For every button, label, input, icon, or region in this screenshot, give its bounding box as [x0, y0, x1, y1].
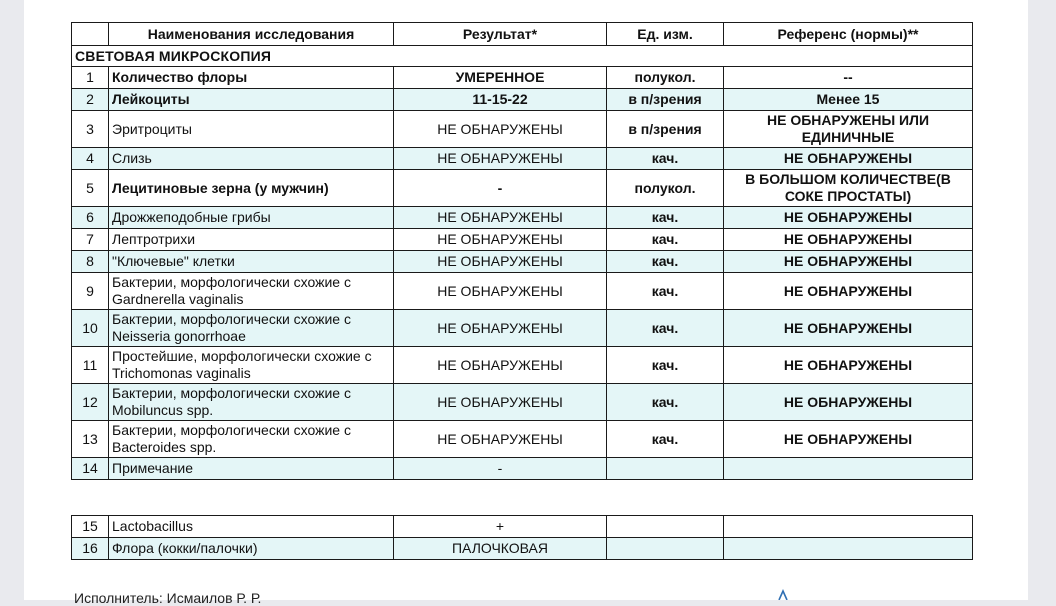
row-result: УМЕРЕННОЕ	[394, 67, 607, 89]
table-row	[72, 251, 973, 273]
row-number: 8	[72, 251, 109, 273]
row-name: Примечание	[109, 458, 394, 480]
row-result: НЕ ОБНАРУЖЕНЫ	[394, 273, 607, 310]
row-unit: в п/зрения	[607, 89, 724, 111]
row-unit: кач.	[607, 251, 724, 273]
table-row	[72, 229, 973, 251]
document-page	[24, 0, 1028, 606]
row-result: НЕ ОБНАРУЖЕНЫ	[394, 384, 607, 421]
row-name: Бактерии, морфологически схожие с Bacteroides spp.	[109, 421, 394, 458]
row-name: Простейшие, морфологически схожие с Trichomonas vaginalis	[109, 347, 394, 384]
row-reference: НЕ ОБНАРУЖЕНЫ ИЛИ ЕДИНИЧНЫЕ	[724, 111, 973, 148]
row-unit	[607, 516, 724, 538]
row-unit: кач.	[607, 347, 724, 384]
row-unit: кач.	[607, 207, 724, 229]
header-number	[72, 23, 109, 46]
row-name: Лептротрихи	[109, 229, 394, 251]
row-reference: НЕ ОБНАРУЖЕНЫ	[724, 347, 973, 384]
row-unit	[607, 458, 724, 480]
row-result: НЕ ОБНАРУЖЕНЫ	[394, 148, 607, 170]
row-number: 1	[72, 67, 109, 89]
section-row	[72, 46, 973, 67]
row-result: НЕ ОБНАРУЖЕНЫ	[394, 421, 607, 458]
row-reference	[724, 538, 973, 560]
row-name: Бактерии, морфологически схожие с Neisseria gonorrhoae	[109, 310, 394, 347]
table-header-row	[72, 23, 973, 46]
row-name: Лейкоциты	[109, 89, 394, 111]
signature-mark-icon	[776, 589, 790, 600]
row-number: 10	[72, 310, 109, 347]
row-reference: НЕ ОБНАРУЖЕНЫ	[724, 229, 973, 251]
row-name: Бактерии, морфологически схожие с Mobiluncus spp.	[109, 384, 394, 421]
row-reference: Менее 15	[724, 89, 973, 111]
row-reference	[724, 458, 973, 480]
row-result: -	[394, 170, 607, 207]
row-number: 7	[72, 229, 109, 251]
table-row	[72, 273, 973, 310]
row-name: Слизь	[109, 148, 394, 170]
row-number: 9	[72, 273, 109, 310]
table-row	[72, 148, 973, 170]
row-reference: НЕ ОБНАРУЖЕНЫ	[724, 273, 973, 310]
row-number: 6	[72, 207, 109, 229]
row-result: 11-15-22	[394, 89, 607, 111]
table-row	[72, 347, 973, 384]
microscopy-results-table	[71, 22, 973, 480]
row-reference: НЕ ОБНАРУЖЕНЫ	[724, 207, 973, 229]
row-unit: кач.	[607, 229, 724, 251]
row-reference: В БОЛЬШОМ КОЛИЧЕСТВЕ(В СОКЕ ПРОСТАТЫ)	[724, 170, 973, 207]
row-unit: полукол.	[607, 67, 724, 89]
row-unit: полукол.	[607, 170, 724, 207]
row-name: "Ключевые" клетки	[109, 251, 394, 273]
row-unit: кач.	[607, 384, 724, 421]
row-number: 11	[72, 347, 109, 384]
row-result: НЕ ОБНАРУЖЕНЫ	[394, 310, 607, 347]
row-number: 16	[72, 538, 109, 560]
row-result: НЕ ОБНАРУЖЕНЫ	[394, 347, 607, 384]
row-result: -	[394, 458, 607, 480]
table-row	[72, 458, 973, 480]
row-reference: НЕ ОБНАРУЖЕНЫ	[724, 310, 973, 347]
row-unit: кач.	[607, 310, 724, 347]
row-reference: НЕ ОБНАРУЖЕНЫ	[724, 148, 973, 170]
row-number: 4	[72, 148, 109, 170]
row-reference	[724, 516, 973, 538]
row-number: 2	[72, 89, 109, 111]
table-row	[72, 89, 973, 111]
row-unit: кач.	[607, 148, 724, 170]
table-row	[72, 111, 973, 148]
row-unit: кач.	[607, 421, 724, 458]
row-name: Флора (кокки/палочки)	[109, 538, 394, 560]
header-reference: Референс (нормы)**	[724, 23, 973, 46]
table-row	[72, 170, 973, 207]
row-reference: НЕ ОБНАРУЖЕНЫ	[724, 421, 973, 458]
row-number: 3	[72, 111, 109, 148]
table-row	[72, 421, 973, 458]
row-name: Дрожжеподобные грибы	[109, 207, 394, 229]
table-row	[72, 384, 973, 421]
row-number: 5	[72, 170, 109, 207]
row-name: Бактерии, морфологически схожие с Gardnerella vaginalis	[109, 273, 394, 310]
table-row	[72, 207, 973, 229]
row-name: Лецитиновые зерна (у мужчин)	[109, 170, 394, 207]
table-row	[72, 538, 973, 560]
row-name: Lactobacillus	[109, 516, 394, 538]
row-number: 14	[72, 458, 109, 480]
header-name: Наименования исследования	[109, 23, 394, 46]
row-result: НЕ ОБНАРУЖЕНЫ	[394, 229, 607, 251]
row-name: Эритроциты	[109, 111, 394, 148]
section-title: СВЕТОВАЯ МИКРОСКОПИЯ	[72, 46, 973, 67]
row-result: НЕ ОБНАРУЖЕНЫ	[394, 251, 607, 273]
row-result: ПАЛОЧКОВАЯ	[394, 538, 607, 560]
row-name: Количество флоры	[109, 67, 394, 89]
row-reference: --	[724, 67, 973, 89]
row-unit: в п/зрения	[607, 111, 724, 148]
row-number: 15	[72, 516, 109, 538]
row-reference: НЕ ОБНАРУЖЕНЫ	[724, 384, 973, 421]
row-result: +	[394, 516, 607, 538]
row-reference: НЕ ОБНАРУЖЕНЫ	[724, 251, 973, 273]
row-result: НЕ ОБНАРУЖЕНЫ	[394, 207, 607, 229]
header-unit: Ед. изм.	[607, 23, 724, 46]
row-result: НЕ ОБНАРУЖЕНЫ	[394, 111, 607, 148]
table-row	[72, 67, 973, 89]
footer-executor: Исполнитель: Исмаилов Р. Р.	[74, 590, 262, 606]
additional-results-table	[71, 515, 973, 560]
table-row	[72, 516, 973, 538]
row-unit: кач.	[607, 273, 724, 310]
row-number: 13	[72, 421, 109, 458]
row-number: 12	[72, 384, 109, 421]
header-result: Результат*	[394, 23, 607, 46]
row-unit	[607, 538, 724, 560]
table-row	[72, 310, 973, 347]
